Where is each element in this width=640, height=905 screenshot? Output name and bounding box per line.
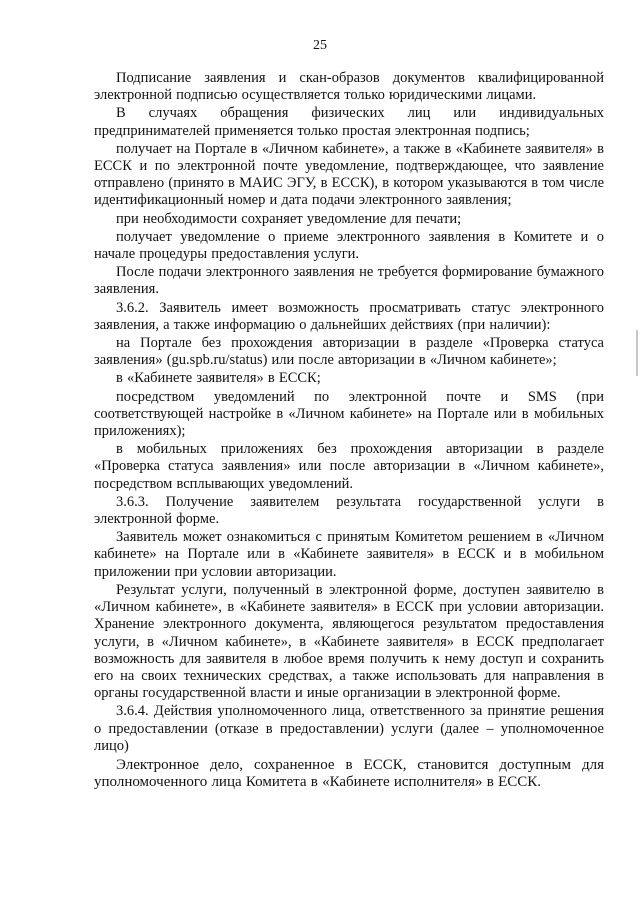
paragraph: на Портале без прохождения авторизации в разделе «Проверка статуса заявления» (gu.spb.ru/status) или после авторизации в «Личном кабинете»; (94, 335, 604, 369)
paragraph: при необходимости сохраняет уведомление для печати; (116, 210, 462, 227)
paragraph: Электронное дело, сохраненное в ЕССК, становится доступным для уполномоченного лица Комитета в «Кабинете исполнителя» в ЕССК. (94, 756, 604, 791)
paragraph: получает уведомление о приеме электронного заявления в Комитете и о начале процедуры предоставления услуги. (94, 228, 604, 263)
paragraph: Результат услуги, полученный в электронной форме, доступен заявителю в «Личном кабинете», в «Кабинете заявителя» в ЕССК при условии авторизации. Хранение электронного документа, являющегося результатом предоставления услуги, в «Личном кабинете», в «Кабинете заявителя» в ЕССК предполагает возможность для заявителя в любое время получить к нему доступ и сохранить его на своих технических средствах, а также использовать для направления в органы государственной власти и иные организации в электронной форме. (94, 581, 604, 702)
section-paragraph: 3.6.3. Получение заявителем результата государственной услуги в электронной форме. (94, 493, 604, 528)
document-body (94, 70, 604, 792)
paragraph: Заявитель может ознакомиться с принятым Комитетом решением в «Личном кабинете» на Портале или в «Кабинете заявителя» в ЕССК и в мобильном приложении при условии авторизации. (94, 529, 604, 580)
paragraph: посредством уведомлений по электронной почте и SMS (при соответствующей настройке в «Личном кабинете» на Портале или в мобильных приложениях); (94, 388, 604, 440)
section-paragraph: 3.6.4. Действия уполномоченного лица, ответственного за принятие решения о предоставлении (отказе в предоставлении) услуги (далее – уполномоченное лицо) (94, 703, 604, 754)
page-number: 25 (313, 38, 327, 53)
paragraph: После подачи электронного заявления не требуется формирование бумажного заявления. (94, 264, 604, 298)
paragraph: в мобильных приложениях без прохождения авторизации в разделе «Проверка статуса заявления» или после авторизации в «Личном кабинете», посредством всплывающих уведомлений. (94, 441, 604, 492)
paragraph: Подписание заявления и скан-образов документов квалифицированной электронной подписью осуществляется только юридическими лицами. (94, 70, 604, 104)
scan-edge-mark (636, 330, 638, 376)
paragraph: в «Кабинете заявителя» в ЕССК; (116, 370, 321, 387)
paragraph: получает на Портале в «Личном кабинете», а также в «Кабинете заявителя» в ЕССК и по электронной почте уведомление, подтверждающее, что заявление отправлено (принято в МАИС ЭГУ, в ЕССК), в котором указываются в том числе идентификационный номер и дата подачи электронного заявления; (94, 140, 604, 209)
section-paragraph: 3.6.2. Заявитель имеет возможность просматривать статус электронного заявления, а также информацию о дальнейших действиях (при наличии): (94, 299, 604, 333)
paragraph: В случаях обращения физических лиц или индивидуальных предпринимателей применяется только простая электронная подпись; (94, 105, 604, 139)
